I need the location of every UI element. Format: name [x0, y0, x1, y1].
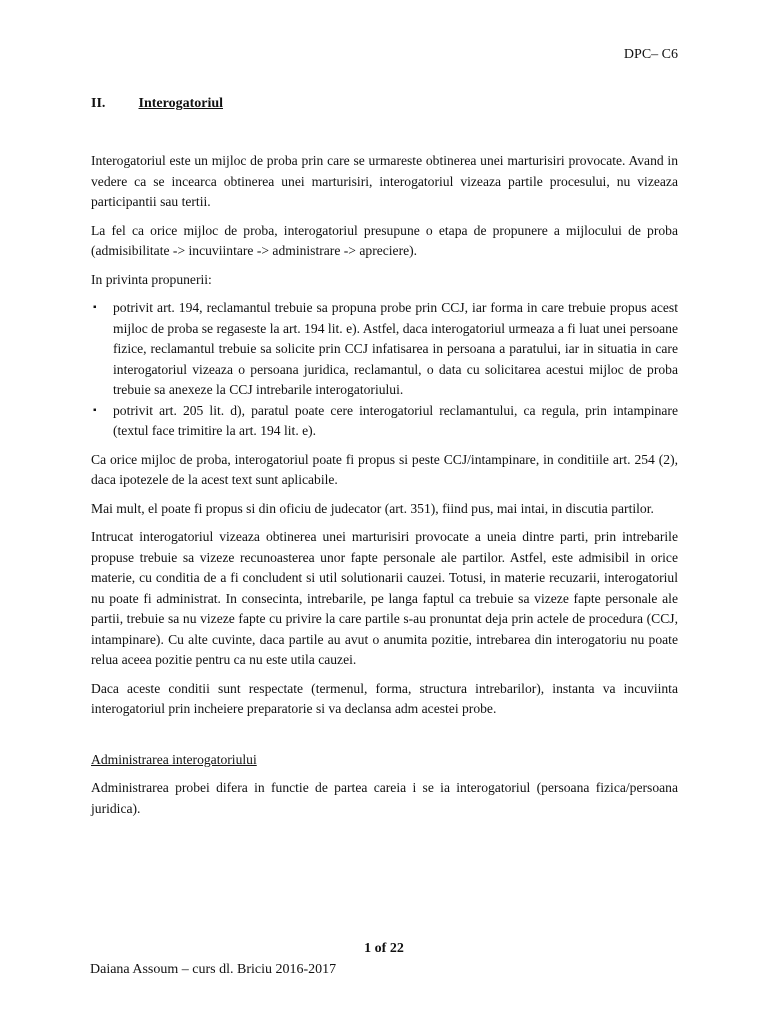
paragraph-approval: Daca aceste conditii sunt respectate (termenul, forma, structura intrebarilor), instanta va incuviinta interogatoriul prin incheiere preparatorie si va declansa adm acestei probe. [91, 680, 678, 716]
paragraph-admissibility: Intrucat interogatoriul vizeaza obtinerea unei marturisiri provocate a uneia dintre parti, prin intrebarile propuse trebuie sa vizeze recunoasterea unor fapte personale ale partilor. Astfel, este admisibil in orice materie, cu conditia de a fi concludent si util solutionarii cauzei. Totusi, in materie recuzarii, interogatoriul nu poate fi administrat. In consecinta, intrebarile, pe langa faptul ca trebuie sa vizeze fapte personale ale partii, trebuie sa nu vizeze fapte cu privire la care partile s-au pronuntat deja prin actele de procedura (CCJ, intampinare). Cu alte cuvinte, daca partile au avut o anumita pozitie, intrebarea din interogatoriu nu poate relua aceea pozitie pentru ca nu este utila cauzei. [91, 529, 678, 667]
document-body [91, 151, 678, 827]
section-number: II. [91, 96, 106, 111]
paragraph-administration: Administrarea probei difera in functie de partea careia i se ia interogatoriul (persoana fizica/persoana juridica). [91, 780, 678, 816]
paragraph-proposal-intro: In privinta propunerii: [91, 271, 212, 287]
paragraph-definition: Interogatoriul este un mijloc de proba prin care se urmareste obtinerea unei marturisiri provocate. Avand in vedere ca se incearca obtinerea unei marturisiri, interogatoriul vizeaza partile procesului, nu vizeaza participantii sau tertii. [91, 153, 678, 209]
subsection-title: Administrarea interogatoriului [91, 751, 257, 767]
proposal-list [91, 298, 678, 442]
section-heading [91, 96, 223, 112]
list-item [91, 401, 678, 442]
bullet-icon: ▪ [93, 302, 97, 313]
footer-author: Daiana Assoum – curs dl. Briciu 2016-2017 [90, 962, 337, 977]
page-number: 1 of 22 [364, 941, 404, 956]
bullet-icon: ▪ [93, 404, 97, 416]
page-header-course-code: DPC– C6 [623, 47, 678, 62]
paragraph-proposal-stage: La fel ca orice mijloc de proba, interogatoriul presupune o etapa de propunere a mijlocului de proba (admisibilitate -> incuviintare -> administrare -> apreciere). [91, 222, 678, 258]
list-item [91, 298, 678, 401]
list-item-text: potrivit art. 205 lit. d), paratul poate cere interogatoriul reclamantului, ca regula, prin intampinare (textul face trimitire la art. 194 lit. e). [113, 402, 678, 438]
list-item-text: potrivit art. 194, reclamantul trebuie sa propuna probe prin CCJ, iar forma in care trebuie propus acest mijloc de proba se regaseste la art. 194 lit. e). Astfel, daca interogatoriul urmeaza a fi luat unei persoane fizice, reclamantul trebuie sa solicite prin CCJ infatisarea in persoana a paratului, iar in situatia in care interogatoriul vizeaza o persoana juridica, reclamantul, o data cu solicitarea acestui mijloc de proba trebuie sa anexeze la CCJ intrebarile interogatoriului. [113, 300, 678, 397]
section-title: Interogatoriul [138, 96, 224, 111]
paragraph-late-proposal: Ca orice mijloc de proba, interogatoriul poate fi propus si peste CCJ/intampinare, in conditiile art. 254 (2), daca ipotezele de la acest text sunt aplicabile. [91, 451, 678, 487]
paragraph-ex-officio: Mai mult, el poate fi propus si din oficiu de judecator (art. 351), fiind pus, mai intai, in discutia partilor. [91, 500, 654, 516]
